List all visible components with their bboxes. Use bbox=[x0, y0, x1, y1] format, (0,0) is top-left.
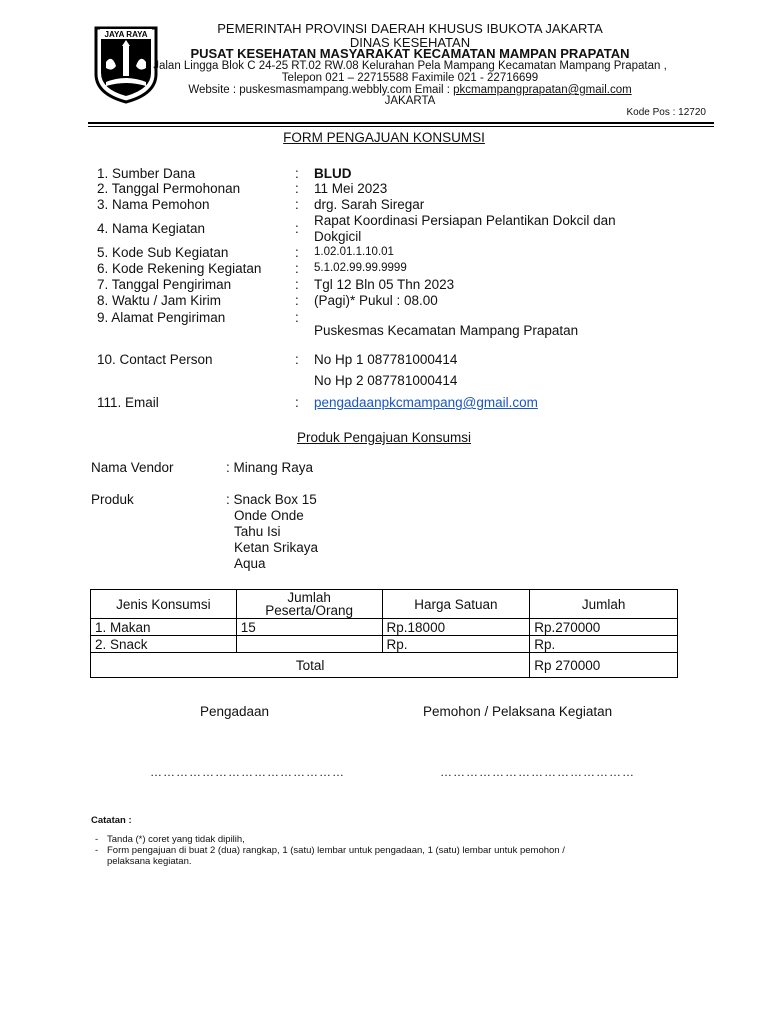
produk-item: Ketan Srikaya bbox=[234, 540, 319, 555]
form-title-text: FORM PENGAJUAN KONSUMSI bbox=[283, 130, 485, 145]
produk-item: Onde Onde bbox=[234, 508, 304, 523]
notes-title: Catatan : bbox=[91, 815, 132, 826]
header-city: JAKARTA bbox=[384, 95, 436, 107]
signature-line-pemohon: ……………………………………… bbox=[440, 765, 635, 779]
table-cell bbox=[236, 636, 382, 653]
produk-item: Aqua bbox=[234, 556, 266, 571]
field-value-alamat-pengiriman: Puskesmas Kecamatan Mampang Prapatan bbox=[314, 323, 579, 338]
field-label-email: 111. Email bbox=[97, 395, 159, 410]
table-header-cell: Jumlah bbox=[530, 590, 678, 619]
vendor-value: : Minang Raya bbox=[226, 460, 314, 475]
table-total-value: Rp 270000 bbox=[530, 653, 678, 678]
notes-item: Form pengajuan di buat 2 (dua) rangkap, 1 (satu) lembar untuk pengadaan, 1 (satu) lembar untuk pemohon / bbox=[107, 845, 565, 856]
produk-item: Tahu Isi bbox=[234, 524, 281, 539]
table-cell: Rp. bbox=[382, 636, 530, 653]
field-label-waktu-kirim: 8. Waktu / Jam Kirim bbox=[97, 293, 222, 308]
field-label-alamat-pengiriman: 9. Alamat Pengiriman bbox=[97, 310, 226, 325]
signature-line-pengadaan: ……………………………………… bbox=[150, 765, 345, 779]
table-cell: Rp.270000 bbox=[530, 619, 678, 636]
field-colon: : bbox=[295, 197, 299, 212]
header-department: DINAS KESEHATAN bbox=[349, 35, 471, 50]
field-value-contact-person-2: No Hp 2 087781000414 bbox=[314, 373, 458, 388]
field-label-contact-person: 10. Contact Person bbox=[97, 352, 213, 367]
table-header-cell: Harga Satuan bbox=[382, 590, 530, 619]
table-cell: 1. Makan bbox=[91, 619, 237, 636]
table-total-row bbox=[91, 653, 678, 678]
letterhead-rule-thin bbox=[88, 126, 714, 127]
field-colon: : bbox=[295, 221, 299, 236]
notes-item: Tanda (*) coret yang tidak dipilih, bbox=[107, 834, 245, 845]
field-label-kode-sub-kegiatan: 5. Kode Sub Kegiatan bbox=[97, 245, 229, 260]
table-header-cell: Jumlah Peserta/Orang bbox=[236, 590, 382, 619]
field-value-nama-kegiatan-line2: Dokgicil bbox=[314, 229, 362, 244]
header-website-text: Website : puskesmasmampang.webbly.com Email : bbox=[188, 84, 454, 96]
letterhead-rule-thick bbox=[88, 122, 714, 124]
vendor-label: Nama Vendor bbox=[91, 460, 174, 475]
field-value-tanggal-pengiriman: Tgl 12 Bln 05 Thn 2023 bbox=[314, 277, 455, 292]
signature-label-pengadaan: Pengadaan bbox=[200, 704, 270, 719]
table-header-cell: Jenis Konsumsi bbox=[91, 590, 237, 619]
field-value-sumber-dana: BLUD bbox=[314, 166, 352, 181]
field-colon: : bbox=[295, 166, 299, 181]
signature-label-pemohon: Pemohon / Pelaksana Kegiatan bbox=[423, 704, 613, 719]
header-phone: Telepon 021 – 22715588 Faximile 021 - 22716699 bbox=[281, 72, 539, 84]
table-cell: 2. Snack bbox=[91, 636, 237, 653]
field-label-tanggal-permohonan: 2. Tanggal Permohonan bbox=[97, 181, 241, 196]
field-value-nama-kegiatan: Rapat Koordinasi Persiapan Pelantikan Dokcil dan bbox=[314, 213, 616, 228]
konsumsi-table bbox=[90, 589, 678, 678]
field-label-sumber-dana: 1. Sumber Dana bbox=[97, 166, 196, 181]
field-value-kode-rekening: 5.1.02.99.99.9999 bbox=[314, 262, 407, 274]
email-link[interactable]: pengadaanpkcmampang@gmail.com bbox=[314, 395, 538, 410]
field-label-kode-rekening: 6. Kode Rekening Kegiatan bbox=[97, 261, 262, 276]
header-government: PEMERINTAH PROVINSI DAERAH KHUSUS IBUKOTA JAKARTA bbox=[217, 21, 603, 36]
produk-section-title bbox=[0, 430, 768, 445]
notes-item: pelaksana kegiatan. bbox=[107, 856, 192, 867]
field-colon: : bbox=[295, 261, 299, 276]
table-cell: 15 bbox=[236, 619, 382, 636]
field-colon: : bbox=[295, 277, 299, 292]
field-colon: : bbox=[295, 310, 299, 325]
field-label-nama-pemohon: 3. Nama Pemohon bbox=[97, 197, 210, 212]
table-total-label: Total bbox=[91, 653, 530, 678]
field-colon: : bbox=[295, 245, 299, 260]
notes-bullet: - bbox=[95, 834, 99, 845]
form-title bbox=[0, 130, 768, 145]
field-label-nama-kegiatan: 4. Nama Kegiatan bbox=[97, 221, 206, 236]
produk-item: : Snack Box 15 bbox=[226, 492, 317, 507]
table-header-row bbox=[91, 590, 678, 619]
field-label-tanggal-pengiriman: 7. Tanggal Pengiriman bbox=[97, 277, 232, 292]
table-row bbox=[91, 636, 678, 653]
table-cell: Rp. bbox=[530, 636, 678, 653]
field-colon: : bbox=[295, 181, 299, 196]
header-email-link[interactable]: pkcmampangprapatan@gmail.com bbox=[453, 84, 632, 96]
header-address: Jalan Lingga Blok C 24-25 RT.02 RW.08 Kelurahan Pela Mampang Kecamatan Mampang Prapatan , bbox=[153, 60, 667, 72]
postal-code: Kode Pos : 12720 bbox=[626, 107, 706, 118]
field-colon: : bbox=[295, 395, 299, 410]
field-value-waktu-kirim: (Pagi)* Pukul : 08.00 bbox=[314, 293, 438, 308]
produk-section-title-text: Produk Pengajuan Konsumsi bbox=[296, 430, 472, 445]
produk-label: Produk bbox=[91, 492, 134, 507]
table-cell: Rp.18000 bbox=[382, 619, 530, 636]
field-value-contact-person-1: No Hp 1 087781000414 bbox=[314, 352, 458, 367]
header-institution: PUSAT KESEHATAN MASYARAKAT KECAMATAN MAMPAN PRAPATAN bbox=[190, 46, 630, 61]
field-colon: : bbox=[295, 352, 299, 367]
field-colon: : bbox=[295, 293, 299, 308]
field-value-tanggal-permohonan: 11 Mei 2023 bbox=[314, 181, 388, 196]
field-value-nama-pemohon: drg. Sarah Siregar bbox=[314, 197, 425, 212]
logo-text: JAYA RAYA bbox=[104, 30, 148, 39]
notes-bullet: - bbox=[95, 845, 99, 856]
field-value-kode-sub-kegiatan: 1.02.01.1.10.01 bbox=[314, 246, 394, 258]
table-row bbox=[91, 619, 678, 636]
